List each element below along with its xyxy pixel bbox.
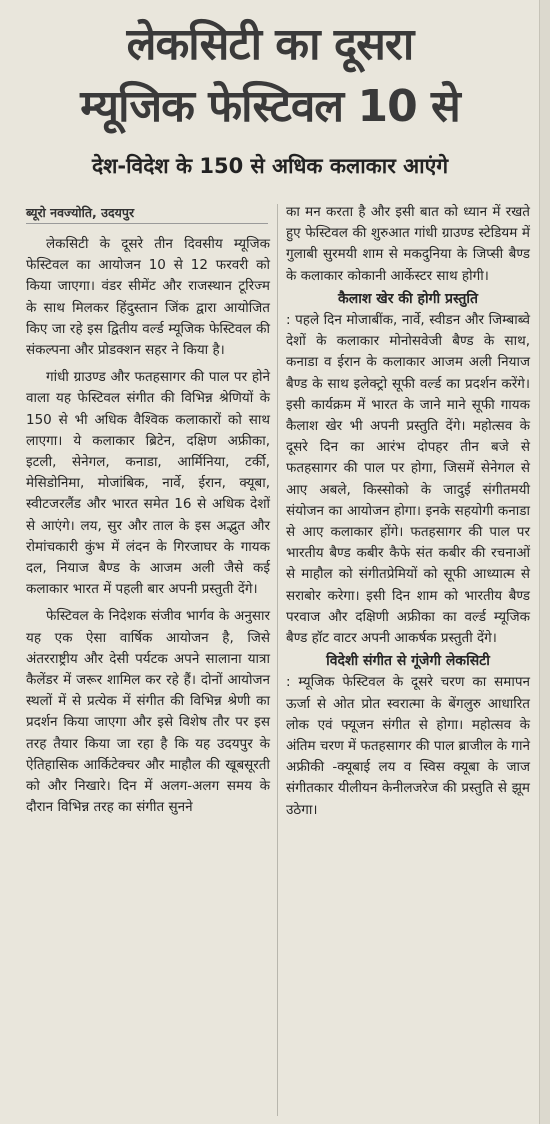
paragraph: का मन करता है और इसी बात को ध्यान में रखते हुए फेस्टिवल की शुरुआत गांधी ग्राउण्ड स्टेडियम में गुलाबी सुरमयी शाम से मकदुनिया के जिप्सी बैण्ड के कलाकार कोकानी आर्केस्टर साथ होगी। bbox=[286, 204, 530, 284]
article-right-column bbox=[286, 202, 530, 821]
headline-line-1: लेकसिटी का दूसरा bbox=[126, 19, 414, 70]
section-heading: कैलाश खेर की होगी प्रस्तुति bbox=[337, 290, 478, 307]
adjacent-page-edge bbox=[539, 0, 550, 1124]
column-divider bbox=[277, 204, 278, 1116]
section-heading: विदेशी संगीत से गूंजेगी लेकसिटी bbox=[326, 653, 490, 670]
byline: ब्यूरो नवज्योति, उदयपुर bbox=[26, 204, 268, 224]
paragraph: गांधी ग्राउण्ड और फतहसागर की पाल पर होने वाला यह फेस्टिवल संगीत की विभिन्न श्रेणियों के 150 से भी अधिक वैश्विक कलाकारों को साथ लाएगा। ये कलाकार ब्रिटेन, दक्षिण अफ्रीका, इटली, सेनेगल, कनाडा, आर्मिनिया, टर्की, मेसिडोनिमा, मोजांबिक, नार्वे, ईरान, क्यूबा, स्वीटजरलैंड और भारत समेत 16 से अधिक देशों से आएंगे। लय, सुर और ताल के इस अद्भुत और रोमांचकारी कुंभ में लंदन के गिरजाघर के गायक दल, नियाज बैण्ड के आजम अली जैसे कई कलाकार भारत में पहली बार अपनी प्रस्तुती देंगे। bbox=[26, 369, 270, 598]
headline bbox=[0, 14, 540, 138]
paragraph: : पहले दिन मोजाबींक, नार्वे, स्वीडन और जिम्बाब्वे देशों के कलाकार मोनोसवेजी बैण्ड के साथ, कनाडा व ईरान के कलाकार आजम अली नियाज बैण्ड के साथ इलेक्ट्रो सूफी वर्ल्ड का प्रदर्शन करेंगे। इसी कार्यक्रम में भारत के जाने माने सूफी गायक कैलाश खेर भी अपनी प्रस्तुति देंगे। महोत्सव के दूसरे दिन का आरंभ दोपहर तीन बजे से फतहसागर की पाल पर होगा, जिसमें सेनेगल से आए अबले, किस्सोको के जादुई संगीतमयी संयोजन का आयोजन होगा। इनके सहयोगी कनाडा से आए कलाकार होंगे। फतहसागर की पाल पर भारतीय बैण्ड कबीर कैफे संत कबीर की रचनाओं से माहौल को संगीतप्रेमियों को सूफी आध्यात्म से सराबोर करेगा। इसी दिन शाम को भारतीय बैण्ड परवाज और दक्षिणी अफ्रीका का वर्ल्ड म्यूजिक बैण्ड हॉट वाटर अपनी आकर्षक प्रस्तुती देंगे। bbox=[286, 312, 530, 647]
paragraph: फेस्टिवल के निदेशक संजीव भार्गव के अनुसार यह एक ऐसा वार्षिक आयोजन है, जिसे अंतरराष्ट्रीय और देसी पर्यटक अपने सालाना यात्रा कैलेंडर में जरूर शामिल कर रहे हैं। दोनों आयोजन स्थलों में से प्रत्येक में संगीत की विभिन्न श्रेणी का प्रदर्शन किया जाएगा और इसे विशेष तौर पर इस तरह तैयार किया जा रहा है कि यह उदयपुर के ऐतिहासिक आर्किटेक्चर और माहौल की खूबसूरती को और निखारे। दिन में अलग-अलग समय के दौरान विभिन्न तरह का संगीत सुनने bbox=[26, 608, 270, 816]
paragraph: : म्यूजिक फेस्टिवल के दूसरे चरण का समापन ऊर्जा से ओत प्रोत स्वरात्मा के बेंगलुरु आधारित लोक एवं फ्यूजन संगीत से होगा। महोत्सव के अंतिम चरण में फतहसागर की पाल ब्राजील के गाने अफ्रीकी -क्यूबाई लय व स्विस क्यूबा के जाज संगीतकार यीलीयन केनीलजरेज की प्रस्तुति से झूम उठेगा। bbox=[286, 674, 530, 818]
subheadline: देश-विदेश के 150 से अधिक कलाकार आएंगे bbox=[91, 154, 449, 178]
article-left-column bbox=[26, 234, 270, 818]
paragraph: लेकसिटी के दूसरे तीन दिवसीय म्यूजिक फेस्टिवल का आयोजन 10 से 12 फरवरी को किया जाएगा। वंडर सीमेंट और राजस्थान टूरिज्म के साथ मिलकर हिंदुस्तान जिंक द्वारा आयोजित किए जा रहे इस द्वितीय वर्ल्ड म्यूजिक फेस्टिवल की संकल्पना और प्रोडक्शन सहर ने किया है। bbox=[26, 236, 270, 359]
headline-line-2: म्यूजिक फेस्टिवल 10 से bbox=[80, 81, 460, 132]
